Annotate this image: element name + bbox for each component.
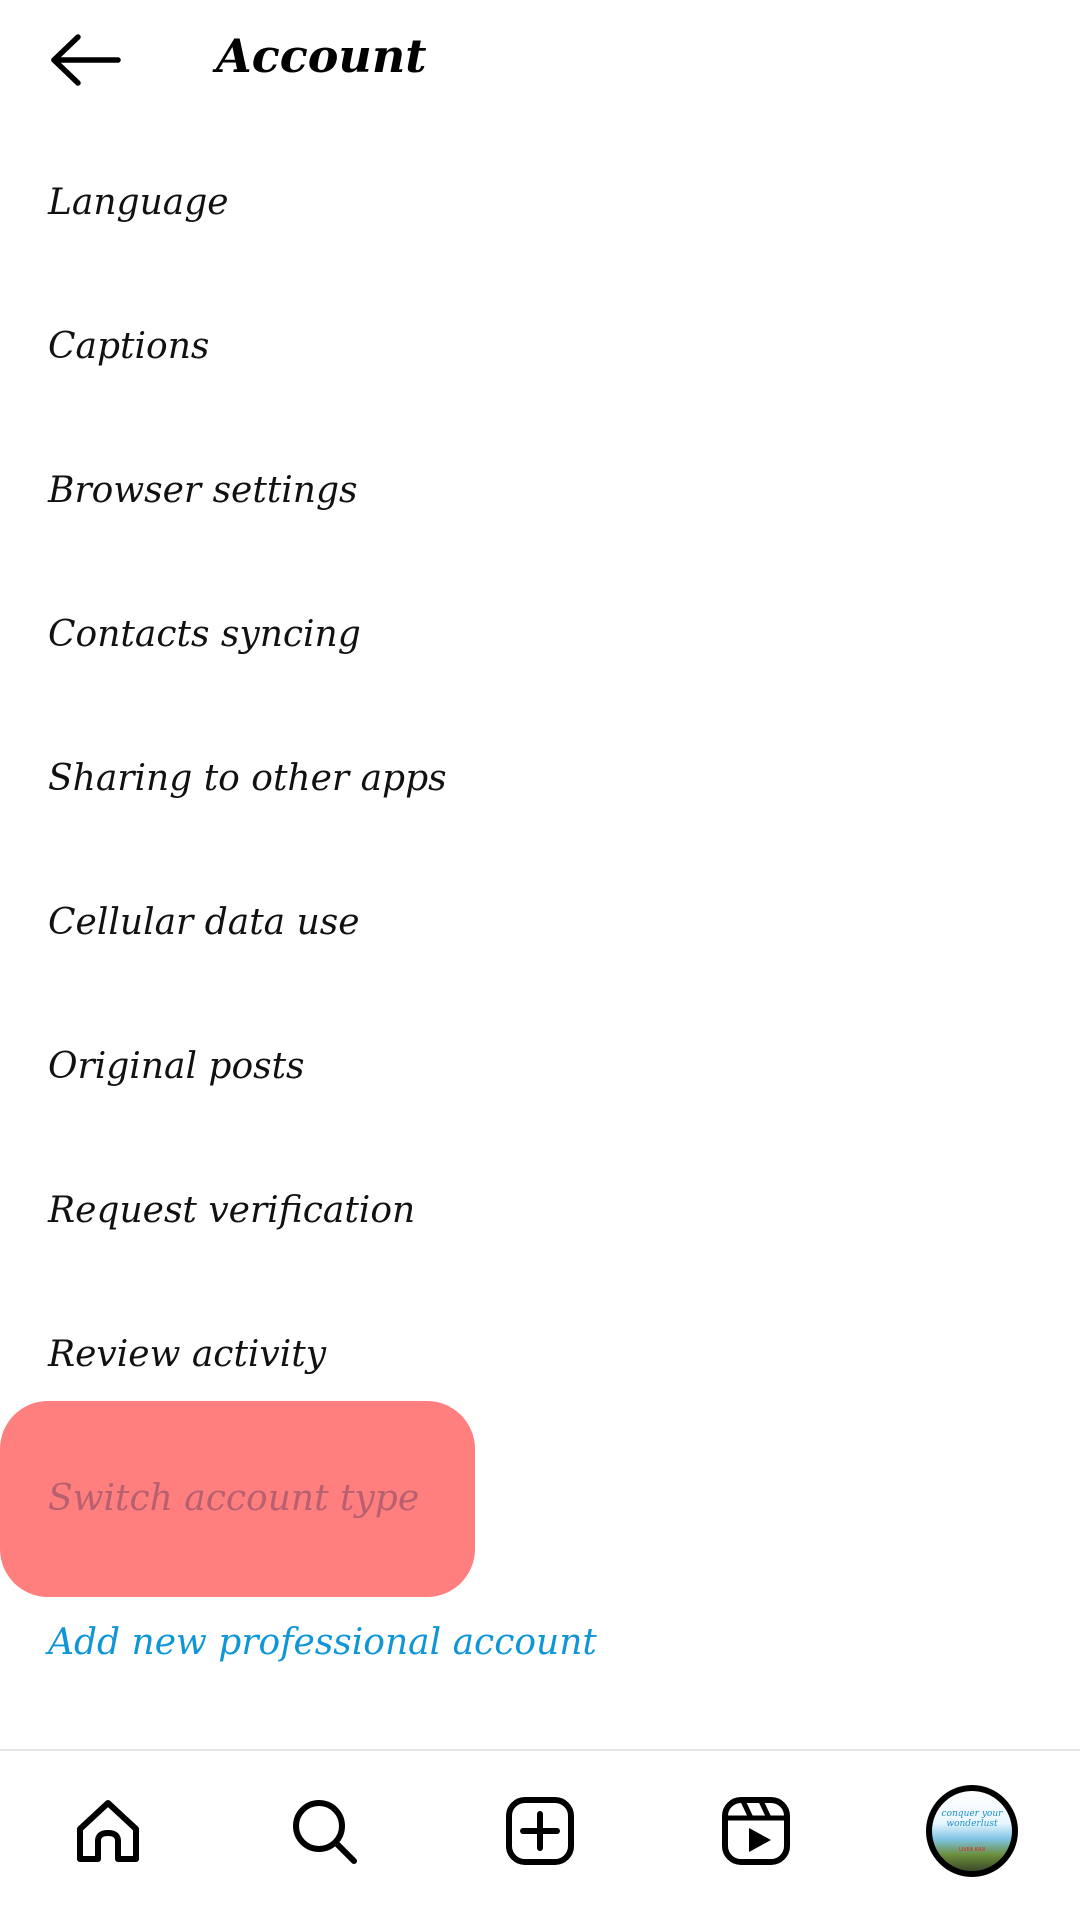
search-icon bbox=[288, 1795, 360, 1867]
menu-item-original-posts[interactable] bbox=[0, 994, 1080, 1138]
avatar-subtext: LIVEA KAN bbox=[958, 1847, 986, 1853]
settings-menu bbox=[0, 130, 1080, 1714]
header bbox=[0, 0, 1080, 120]
page-title: Account bbox=[216, 29, 427, 83]
menu-item-label: Browser settings bbox=[48, 469, 358, 511]
menu-item-label: Sharing to other apps bbox=[48, 757, 447, 799]
avatar-text: conquer your wonderlust bbox=[941, 1809, 1003, 1829]
menu-item-cellular-data-use[interactable] bbox=[0, 850, 1080, 994]
menu-item-label: Captions bbox=[48, 325, 210, 367]
reels-icon bbox=[721, 1796, 791, 1866]
menu-item-contacts-syncing[interactable] bbox=[0, 562, 1080, 706]
bottom-nav bbox=[0, 1751, 1080, 1920]
menu-item-captions[interactable] bbox=[0, 274, 1080, 418]
arrow-left-icon bbox=[48, 33, 122, 87]
menu-item-label: Original posts bbox=[48, 1045, 305, 1087]
menu-item-label: Review activity bbox=[48, 1333, 327, 1375]
menu-item-label: Contacts syncing bbox=[48, 613, 361, 655]
menu-item-label: Language bbox=[48, 181, 229, 223]
menu-item-add-new-professional-account[interactable] bbox=[0, 1570, 1080, 1714]
nav-search-button[interactable] bbox=[274, 1781, 374, 1881]
menu-item-label: Cellular data use bbox=[48, 901, 360, 943]
menu-item-switch-account-type[interactable] bbox=[0, 1426, 1080, 1570]
avatar bbox=[926, 1785, 1018, 1877]
nav-reels-button[interactable] bbox=[706, 1781, 806, 1881]
avatar-image bbox=[932, 1791, 1012, 1871]
home-icon bbox=[72, 1795, 144, 1867]
plus-square-icon bbox=[505, 1796, 575, 1866]
nav-profile-button[interactable] bbox=[922, 1781, 1022, 1881]
menu-item-browser-settings[interactable] bbox=[0, 418, 1080, 562]
menu-item-language[interactable] bbox=[0, 130, 1080, 274]
nav-home-button[interactable] bbox=[58, 1781, 158, 1881]
menu-item-label: Switch account type bbox=[48, 1477, 420, 1519]
menu-item-label: Add new professional account bbox=[48, 1621, 597, 1663]
nav-create-button[interactable] bbox=[490, 1781, 590, 1881]
back-button[interactable] bbox=[40, 20, 130, 100]
menu-item-request-verification[interactable] bbox=[0, 1138, 1080, 1282]
menu-item-label: Request verification bbox=[48, 1189, 416, 1231]
menu-item-sharing-to-other-apps[interactable] bbox=[0, 706, 1080, 850]
